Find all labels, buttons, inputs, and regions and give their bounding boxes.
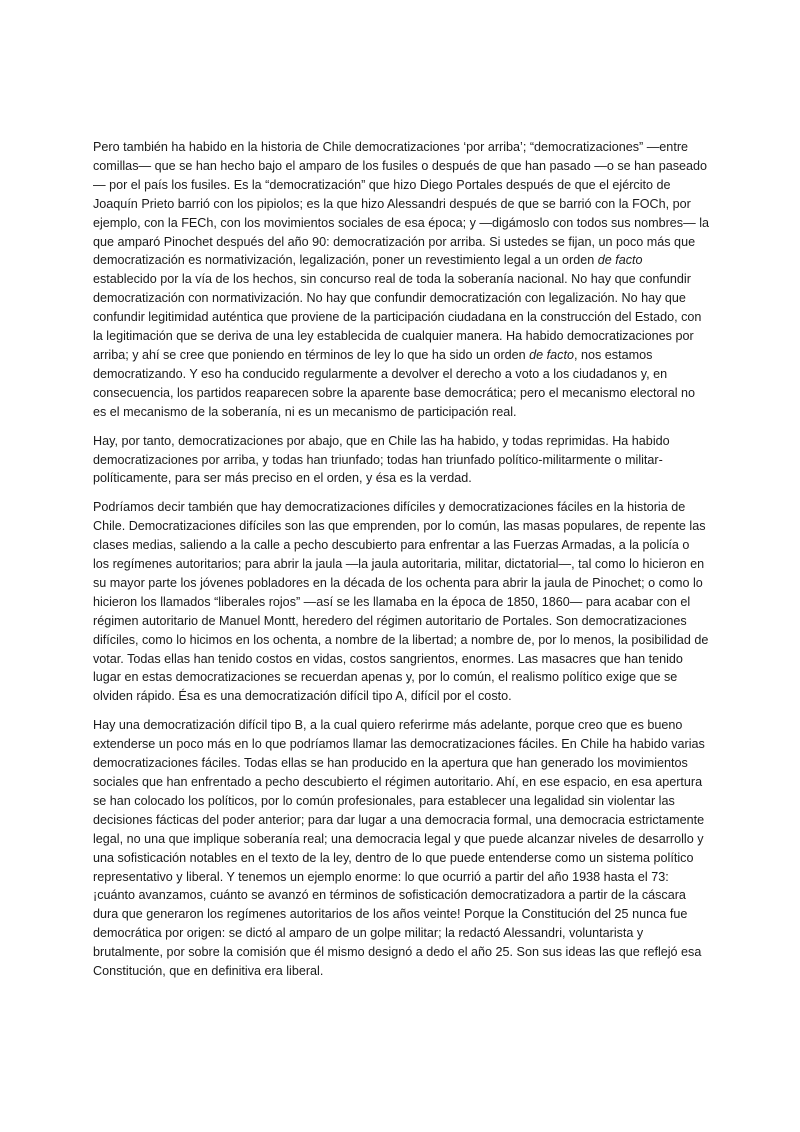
italic-phrase: de facto (597, 253, 643, 268)
text-segment: establecido por la vía de los hechos, sin concurso real de toda la soberanía nacional. No hay que confundir democratización con normativización. No hay que confundir democratización con legalización. No hay que confundir legitimidad auténtica que proviene de la participación ciudadana en la construcción del Estado, con la legitimación que se deriva de una ley establecida de cualquier manera. Ha habido democratizaciones por arriba; y ahí se cree que poniendo en términos de ley lo que ha sido un orden (93, 272, 702, 362)
paragraph-3 (93, 498, 709, 706)
italic-phrase: de facto (529, 347, 574, 362)
text-segment: Podríamos decir también que hay democratizaciones difíciles y democratizaciones fáciles en la historia de Chile. Democratizaciones difíciles son las que emprenden, por lo común, las masas populares, de repente las clases medias, saliendo a la calle a pecho descubierto para enfrentar a las Fuerzas Armadas, a la policía o los regímenes autoritarios; para abrir la jaula —la jaula autoritaria, militar, dictatorial—, tal como lo hicieron en su mayor parte los jóvenes pobladores en la década de los ochenta para abrir la jaula de Pinochet; o como lo hicieron los llamados “liberales rojos” —así se les llamaba en la época de 1850, 1860— para acabar con el régimen autoritario de Manuel Montt, heredero del régimen autoritario de Portales. Son democratizaciones difíciles, como lo hicimos en los ochenta, a nombre de la libertad; a nombre de, por lo menos, la posibilidad de votar. Todas ellas han tenido costos en vidas, costos sangrientos, enormes. Las masacres que han tenido lugar en estas democratizaciones se recuerdan apenas y, por lo común, el realismo político exige que se olviden rápido. Ésa es una democratización difícil tipo A, difícil por el costo. (93, 500, 709, 704)
body-text (93, 138, 709, 991)
text-segment: Pero también ha habido en la historia de Chile democratizaciones ‘por arriba’; “democratizaciones” —entre comillas— que se han hecho bajo el amparo de los fusiles o después de que han pasado —o se han paseado— por el país los fusiles. Es la “democratización” que hizo Diego Portales después de que el ejército de Joaquín Prieto barrió con los pipiolos; es la que hizo Alessandri después de que se barrió con la FOCh, por ejemplo, con la FECh, con los movimientos sociales de esa época; y —digámoslo con todos sus nombres— la que amparó Pinochet después del año 90: democratización por arriba. Si ustedes se fijan, un poco más que democratización es normativización, legalización, poner un revestimiento legal a un orden (93, 140, 709, 268)
text-segment: , nos estamos democratizando. Y eso ha conducido regularmente a devolver el derecho a voto a los ciudadanos y, en consecuencia, los partidos reaparecen sobre la aparente base democrática; pero el mecanismo electoral no es el mecanismo de la soberanía, ni es un mecanismo de participación real. (93, 347, 696, 419)
paragraph-2 (93, 432, 709, 489)
text-segment: Hay, por tanto, democratizaciones por abajo, que en Chile las ha habido, y todas reprimidas. Ha habido democratizaciones por arriba, y todas han triunfado; todas han triunfado político-militarmente o militar-políticamente, para ser más preciso en el orden, y ésa es la verdad. (93, 433, 670, 486)
text-segment: Hay una democratización difícil tipo B, a la cual quiero referirme más adelante, porque creo que es bueno extenderse un poco más en lo que podríamos llamar las democratizaciones fáciles. En Chile ha habido varias democratizaciones fáciles. Todas ellas se han producido en la apertura que han generado los movimientos sociales que han enfrentado a pecho descubierto el régimen autoritario. Ahí, en ese espacio, en esa apertura se han colocado los políticos, por lo común profesionales, para establecer una legalidad sin violentar las decisiones fácticas del poder anterior; para dar lugar a una democracia formal, una democracia estrictamente legal, no una que implique soberanía real; una democracia legal y que puede alcanzar niveles de desarrollo y una sofisticación notables en el texto de la ley, dentro de lo que puede entenderse como un sistema político representativo y liberal. Y tenemos un ejemplo enorme: lo que ocurrió a partir del año 1938 hasta el 73: ¡cuánto avanzamos, cuánto se avanzó en términos de sofisticación democratizadora a partir de la cáscara dura que generaron los regímenes autoritarios de los años veinte! Porque la Constitución del 25 nunca fue democrática por origen: se dictó al amparo de un golpe militar; la redactó Alessandri, voluntarista y brutalmente, por sobre la comisión que él mismo designó a dedo el año 25. Son sus ideas las que reflejó esa Constitución, que en definitiva era liberal. (93, 718, 705, 979)
paragraph-4 (93, 716, 709, 981)
paragraph-1 (93, 138, 709, 422)
